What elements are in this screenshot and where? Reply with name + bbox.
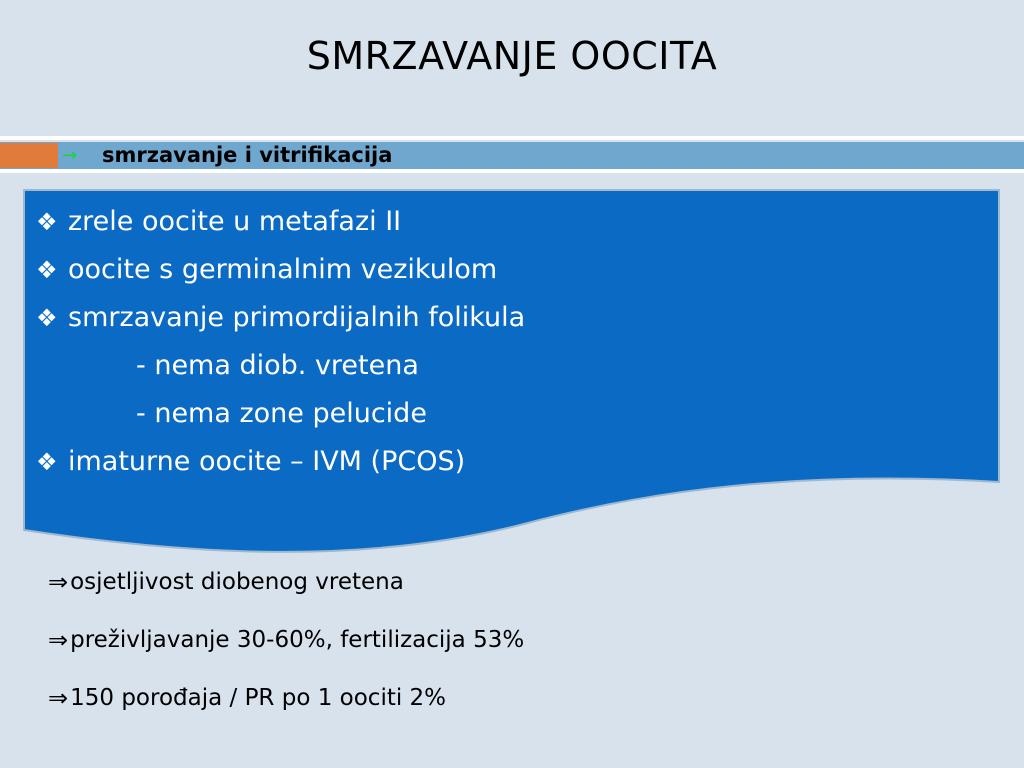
- list-item: [36, 294, 986, 342]
- content-list: [36, 198, 986, 486]
- note-item: [48, 553, 524, 611]
- note-item: [48, 611, 524, 669]
- sub-list-item: [36, 390, 986, 438]
- list-item-text: oocite s germinalnim vezikulom: [68, 254, 498, 285]
- note-text: 150 porođaja / PR po 1 oociti 2%: [70, 685, 447, 711]
- note-item: [48, 669, 524, 727]
- slide-title: SMRZAVANJE OOCITA: [306, 34, 718, 78]
- diamond-bullet-icon: ❖: [36, 448, 58, 476]
- subtitle-label: smrzavanje i vitrifikacija: [102, 143, 393, 167]
- note-text: osjetljivost diobenog vretena: [70, 569, 404, 595]
- diamond-bullet-icon: ❖: [36, 304, 58, 332]
- implies-arrow-icon: ⇒: [48, 684, 69, 712]
- notes-list: [48, 553, 524, 727]
- right-arrow-icon: →: [62, 145, 78, 166]
- list-item: [36, 438, 986, 486]
- note-text: preživljavanje 30-60%, fertilizacija 53%: [70, 627, 525, 653]
- sub-list-item: [36, 342, 986, 390]
- implies-arrow-icon: ⇒: [48, 568, 69, 596]
- list-item: [36, 246, 986, 294]
- list-item-text: smrzavanje primordijalnih folikula: [68, 302, 526, 333]
- sub-list-item-text: - nema diob. vretena: [136, 350, 419, 381]
- list-item: [36, 198, 986, 246]
- diamond-bullet-icon: ❖: [36, 208, 58, 236]
- implies-arrow-icon: ⇒: [48, 626, 69, 654]
- list-item-text: imaturne oocite – IVM (PCOS): [68, 446, 466, 477]
- diamond-bullet-icon: ❖: [36, 256, 58, 284]
- sub-list-item-text: - nema zone pelucide: [136, 398, 427, 429]
- list-item-text: zrele oocite u metafazi II: [68, 206, 402, 237]
